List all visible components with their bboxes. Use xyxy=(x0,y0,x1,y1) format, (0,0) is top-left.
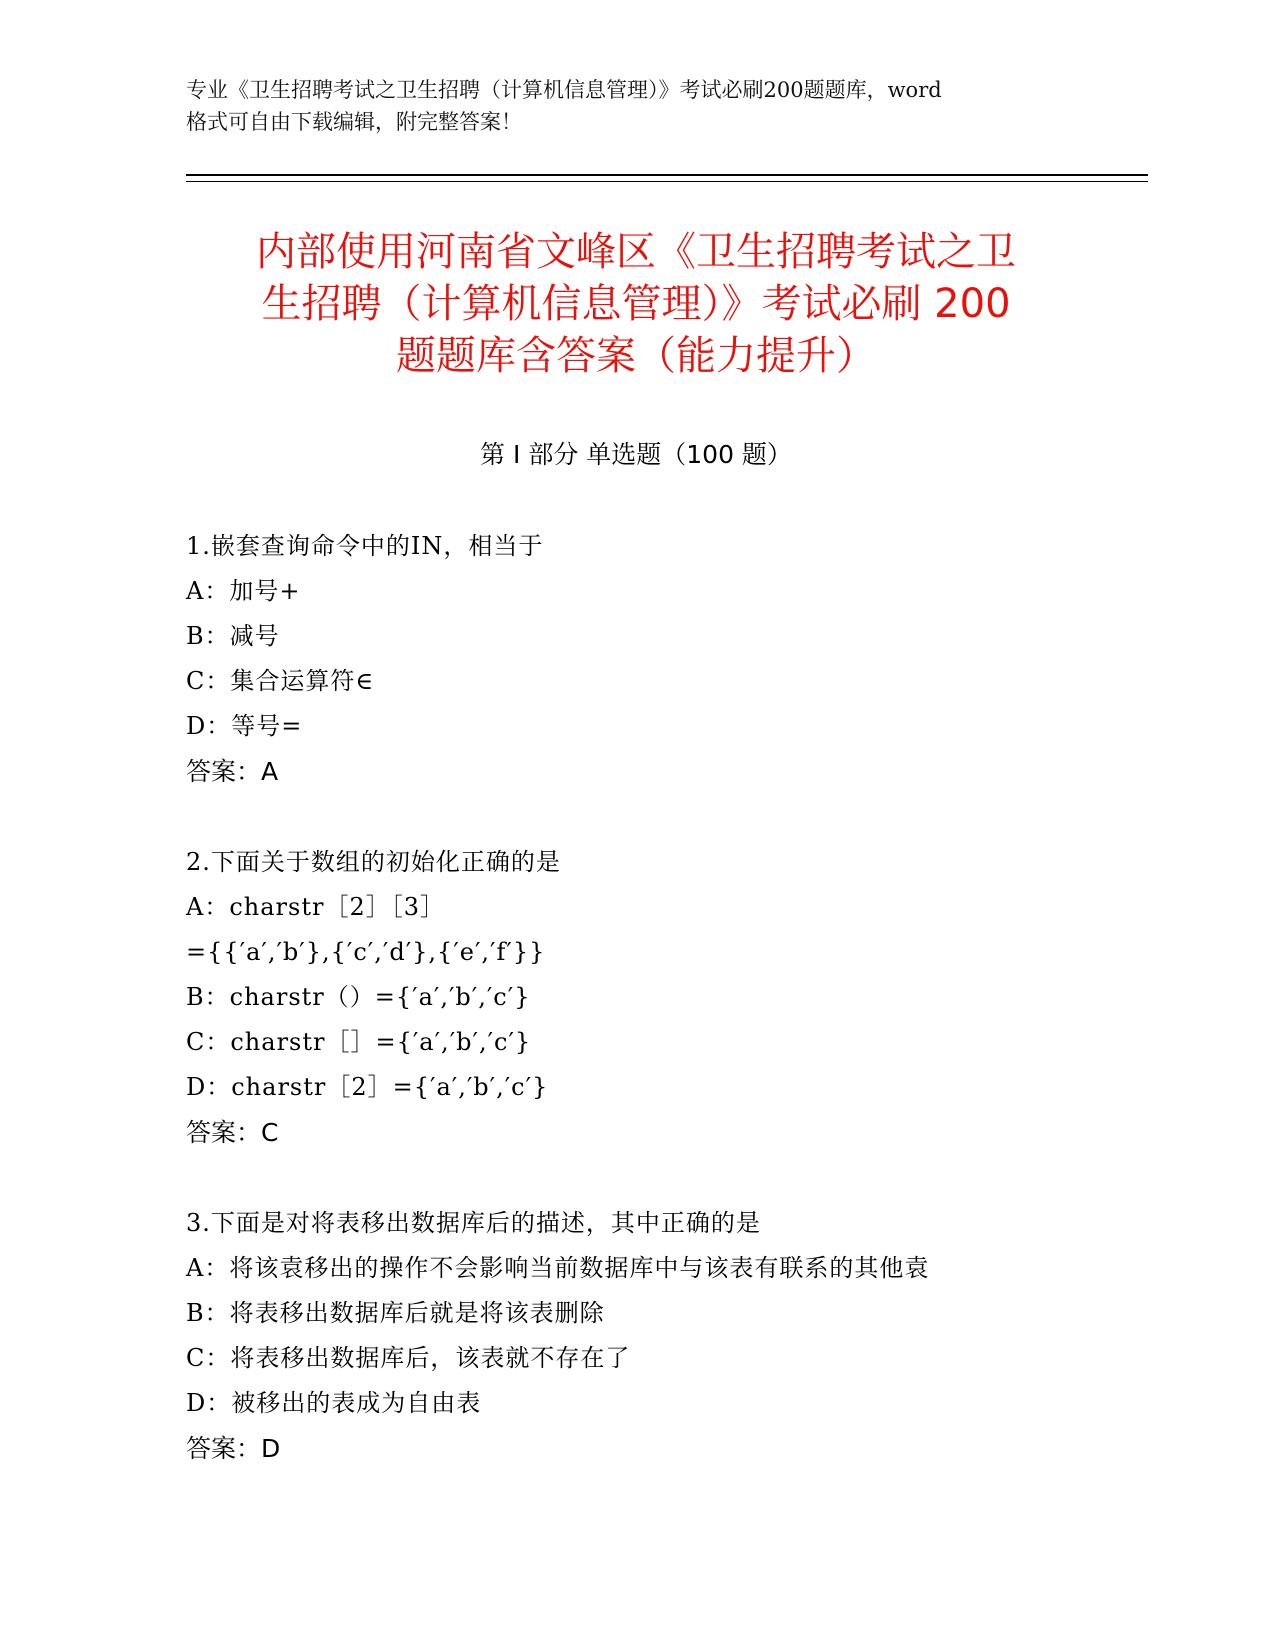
header-rule-thick xyxy=(186,174,1148,176)
option-a-continued: ={{′a′,′b′},{′c′,′d′},{′e′,′f′}} xyxy=(186,938,546,966)
option-d: D：等号= xyxy=(186,712,303,740)
document-title-line-3: 题题库含答案（能力提升） xyxy=(396,333,876,379)
header-note xyxy=(186,74,1086,138)
option-a: A：charstr［2］［3］ xyxy=(186,893,445,921)
option-d: D：被移出的表成为自由表 xyxy=(186,1389,482,1417)
option-a: A：加号+ xyxy=(186,577,301,605)
option-d: D：charstr［2］={′a′,′b′,′c′} xyxy=(186,1073,549,1101)
document-title xyxy=(186,226,1086,382)
header-rule-thin xyxy=(186,181,1148,182)
option-c: C：charstr［］={′a′,′b′,′c′} xyxy=(186,1028,532,1056)
question-stem: 2.下面关于数组的初始化正确的是 xyxy=(186,848,561,876)
question-1 xyxy=(186,524,1136,794)
document-title-line-2: 生招聘（计算机信息管理）》考试必刷 200 xyxy=(261,281,1011,327)
question-stem: 1.嵌套查询命令中的IN，相当于 xyxy=(186,532,544,560)
answer: 答案：C xyxy=(186,1118,279,1147)
section-title: 第 I 部分 单选题（100 题） xyxy=(480,440,792,469)
option-b: B：减号 xyxy=(186,622,280,650)
question-3 xyxy=(186,1201,1136,1471)
document-title-line-1: 内部使用河南省文峰区《卫生招聘考试之卫 xyxy=(256,229,1016,275)
question-stem: 3.下面是对将表移出数据库后的描述，其中正确的是 xyxy=(186,1209,761,1237)
answer: 答案：D xyxy=(186,1434,281,1463)
header-note-line-2: 格式可自由下载编辑，附完整答案！ xyxy=(186,110,522,134)
question-list xyxy=(186,524,1136,1517)
option-a: A：将该袁移出的操作不会影响当前数据库中与该表有联系的其他袁 xyxy=(186,1254,930,1282)
option-b: B：将表移出数据库后就是将该表删除 xyxy=(186,1299,605,1327)
header-note-line-1: 专业《卫生招聘考试之卫生招聘（计算机信息管理）》考试必刷200题题库，word xyxy=(186,78,942,102)
option-c: C：集合运算符∈ xyxy=(186,667,375,695)
question-2 xyxy=(186,840,1136,1155)
option-b: B：charstr（）={′a′,′b′,′c′} xyxy=(186,983,531,1011)
option-c: C：将表移出数据库后，该表就不存在了 xyxy=(186,1344,631,1372)
answer: 答案：A xyxy=(186,757,279,786)
